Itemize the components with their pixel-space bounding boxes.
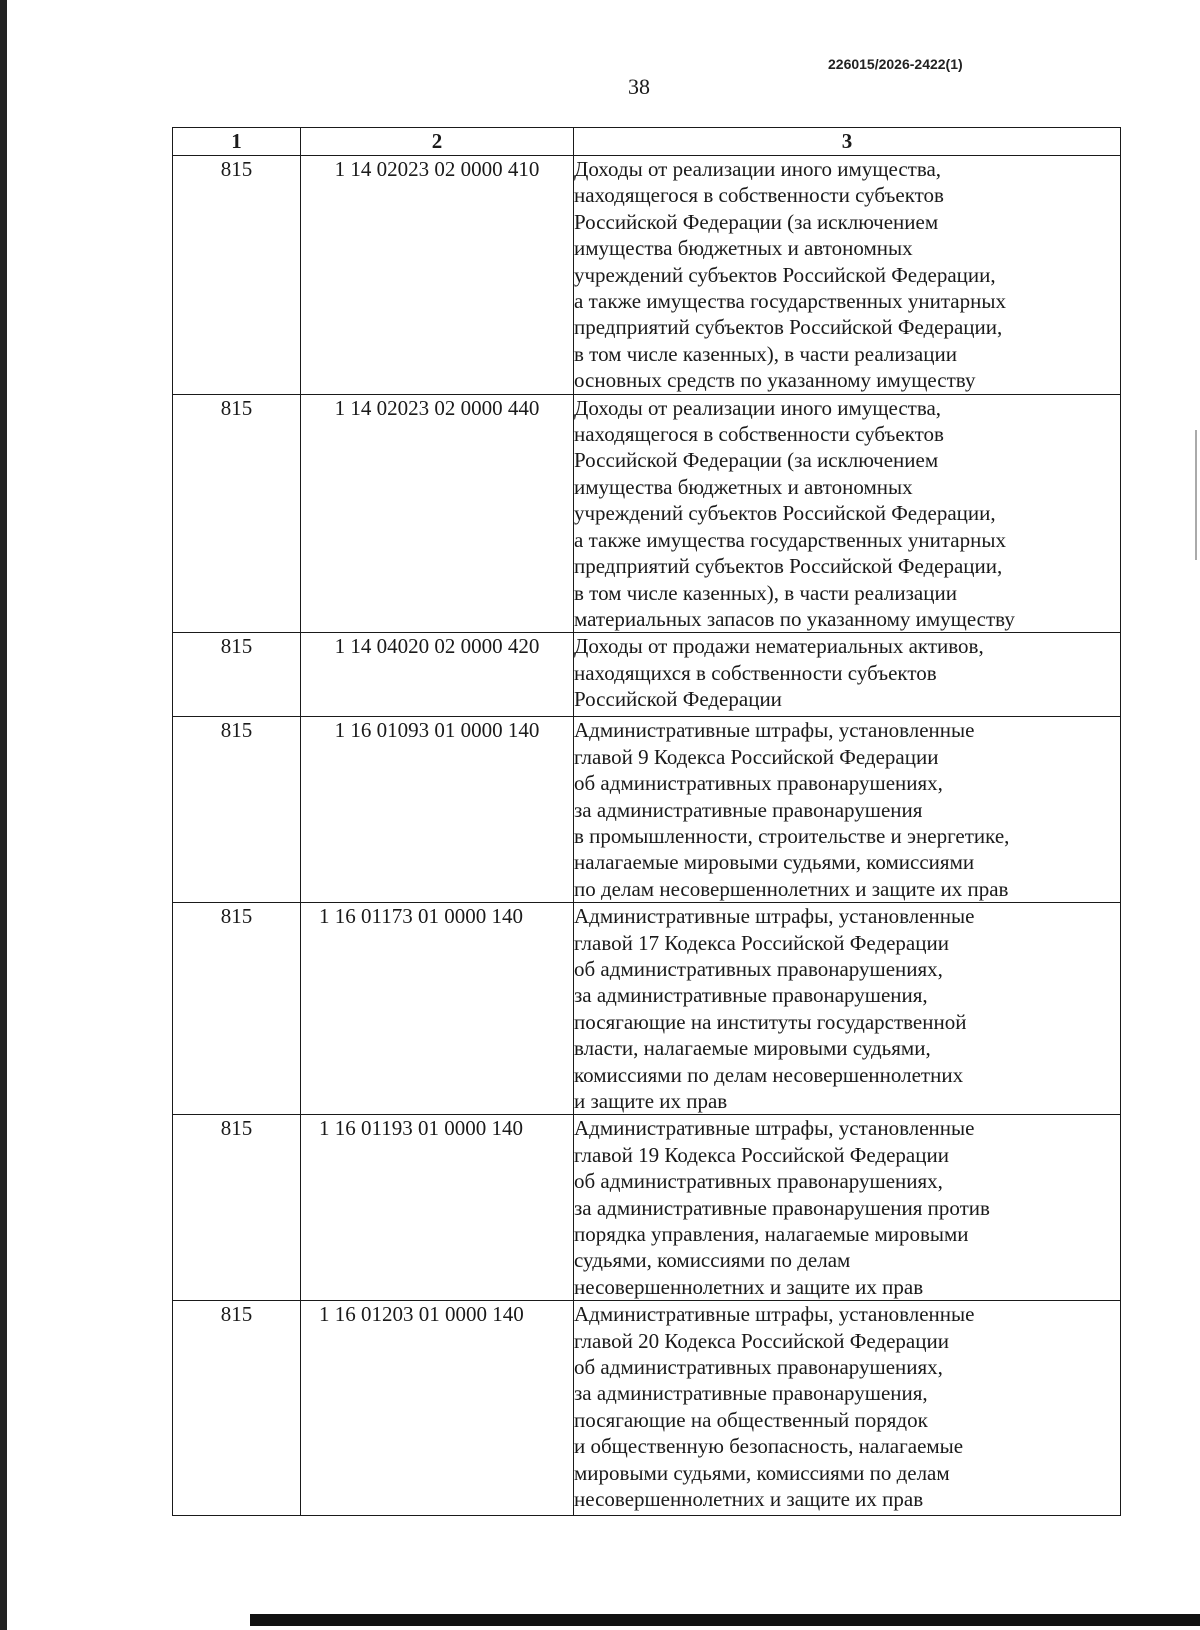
revenue-code-cell: 1 16 01193 01 0000 140 [301,1115,574,1301]
admin-code-cell: 815 [173,717,301,903]
scan-left-edge [0,0,7,1630]
description-cell: Доходы от продажи нематериальных активов, находящихся в собственности субъектов Российской Федерации [574,633,1121,717]
table-row [173,394,1121,633]
revenue-code-cell: 1 14 02023 02 0000 410 [301,156,574,395]
revenue-code-cell: 1 16 01203 01 0000 140 [301,1301,574,1516]
scan-bottom-bar [250,1614,1200,1626]
admin-code-cell: 815 [173,1301,301,1516]
description-cell: Административные штрафы, установленные главой 19 Кодекса Российской Федерации об административных правонарушениях, за административные правонарушения против порядка управления, налагаемые мировыми судьями, комиссиями по делам несовершеннолетних и защите их прав [574,1115,1121,1301]
description-cell: Доходы от реализации иного имущества, находящегося в собственности субъектов Российской Федерации (за исключением имущества бюджетных и автономных учреждений субъектов Российской Федерации, а также имущества государственных унитарных предприятий субъектов Российской Федерации, в том числе казенных), в части реализации основных средств по указанному имуществу [574,156,1121,395]
column-header-3: 3 [574,128,1121,156]
column-header-1: 1 [173,128,301,156]
page-number: 38 [628,74,650,99]
description-cell: Доходы от реализации иного имущества, находящегося в собственности субъектов Российской Федерации (за исключением имущества бюджетных и автономных учреждений субъектов Российской Федерации, а также имущества государственных унитарных предприятий субъектов Российской Федерации, в том числе казенных), в части реализации материальных запасов по указанному имуществу [574,394,1121,633]
description-cell: Административные штрафы, установленные главой 20 Кодекса Российской Федерации об административных правонарушениях, за административные правонарушения, посягающие на общественный порядок и общественную безопасность, налагаемые мировыми судьями, комиссиями по делам несовершеннолетних и защите их прав [574,1301,1121,1516]
revenue-code-cell: 1 14 02023 02 0000 440 [301,394,574,633]
revenue-codes-table [172,127,1121,1516]
table-row [173,1115,1121,1301]
table-row [173,1301,1121,1516]
table-header-row [173,128,1121,156]
admin-code-cell: 815 [173,1115,301,1301]
admin-code-cell: 815 [173,633,301,717]
document-number: 226015/2026-2422(1) [828,56,963,72]
revenue-code-cell: 1 16 01093 01 0000 140 [301,717,574,903]
admin-code-cell: 815 [173,394,301,633]
table-row [173,156,1121,395]
column-header-2: 2 [301,128,574,156]
scan-right-mark [1195,430,1197,560]
description-cell: Административные штрафы, установленные главой 17 Кодекса Российской Федерации об административных правонарушениях, за административные правонарушения, посягающие на институты государственной власти, налагаемые мировыми судьями, комиссиями по делам несовершеннолетних и защите их прав [574,903,1121,1115]
admin-code-cell: 815 [173,903,301,1115]
admin-code-cell: 815 [173,156,301,395]
revenue-code-cell: 1 14 04020 02 0000 420 [301,633,574,717]
table-row [173,717,1121,903]
table-row [173,903,1121,1115]
revenue-code-cell: 1 16 01173 01 0000 140 [301,903,574,1115]
description-cell: Административные штрафы, установленные главой 9 Кодекса Российской Федерации об административных правонарушениях, за административные правонарушения в промышленности, строительстве и энергетике, налагаемые мировыми судьями, комиссиями по делам несовершеннолетних и защите их прав [574,717,1121,903]
table-row [173,633,1121,717]
